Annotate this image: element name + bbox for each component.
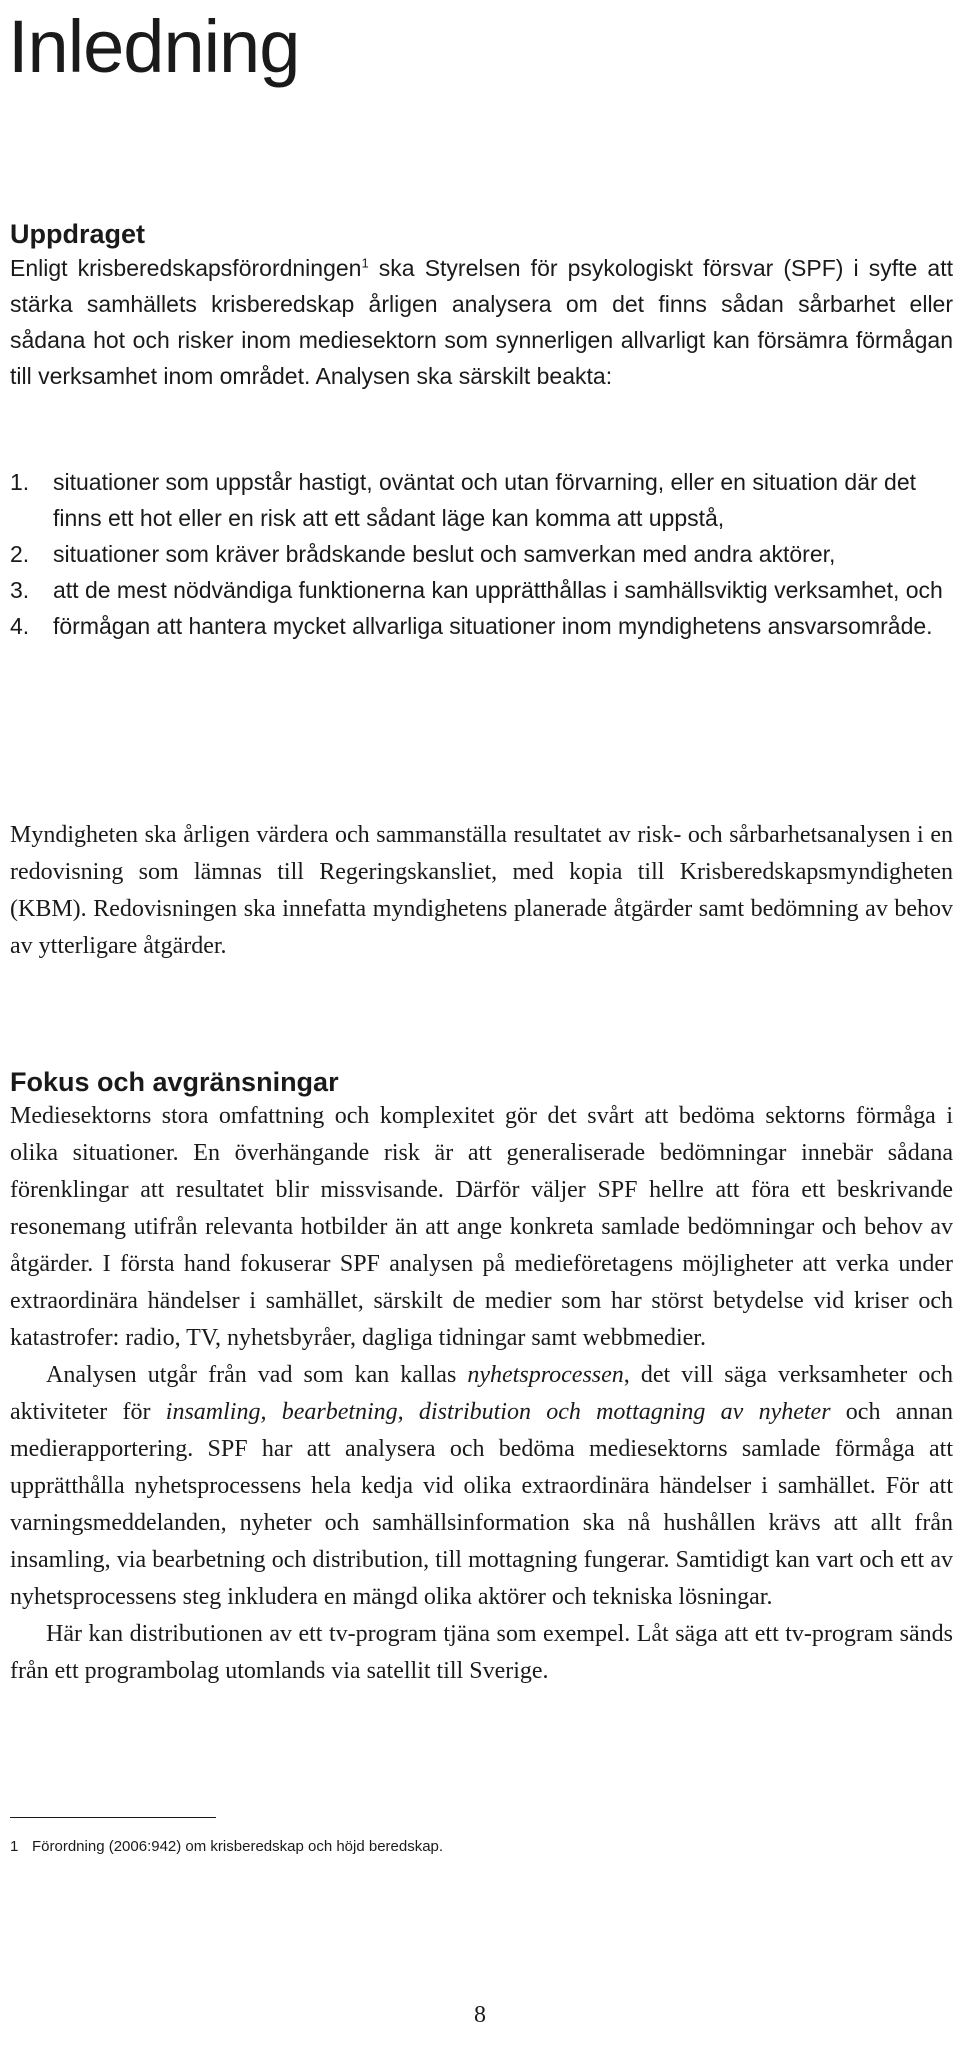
list-item [10, 536, 953, 572]
footnote-number: 1 [10, 1838, 19, 1855]
footnote-divider [10, 1817, 216, 1818]
list-item [10, 464, 953, 536]
list-item-number: 2. [10, 541, 30, 567]
footnote-reference: 1 [361, 255, 369, 271]
page-title: Inledning [8, 5, 300, 88]
list-item-number: 4. [10, 613, 30, 639]
fokus-paragraph-2 [10, 1357, 953, 1616]
list-item-text: situationer som kräver brådskande beslut och samverkan med andra aktörer, [53, 541, 836, 567]
fokus-paragraph-3: Här kan distributionen av ett tv-program tjäna som exempel. Låt säga att ett tv-program sänds från ett programbolag utomlands via satellit till Sverige. [10, 1621, 953, 1684]
para2-text-a: Analysen utgår från vad som kan kallas [46, 1362, 468, 1388]
intro-text-part1: Enligt krisberedskapsförordningen [10, 255, 362, 281]
para2-emphasis-steps: insamling, bearbetning, distribution och mottagning av nyheter [165, 1399, 831, 1425]
fokus-paragraph-1: Mediesektorns stora omfattning och komplexitet gör det svårt att bedöma sektorns förmåga i olika situationer. En överhängande risk är att generaliserade bedömningar innebär sådana förenklingar att resultatet blir missvisande. Därför väljer SPF hellre att föra ett beskrivande resonemang utifrån relevanta hotbilder än att ange konkreta samlade bedömningar och behov av åtgärder. I första hand fokuserar SPF analysen på medieföretagens möjligheter att verka under extraordinära händelser i samhället, särskilt de medier som har störst betydelse vid kriser och katastrofer: radio, TV, nyhetsbyråer, dagliga tidningar samt webbmedier. [10, 1103, 953, 1351]
list-item-text: situationer som uppstår hastigt, oväntat och utan förvarning, eller en situation där det finns ett hot eller en risk att ett sådant läge kan komma att uppstå, [53, 469, 917, 531]
list-item-number: 1. [10, 469, 30, 495]
uppdraget-intro [10, 250, 953, 394]
page-number: 8 [474, 2002, 486, 2028]
list-item [10, 608, 953, 644]
para2-text-c: och annan medierapportering. SPF har att analysera och bedöma mediesektorns samlade förmåga att upprätthålla nyhetsprocessens hela kedja vid olika extraordinära händelser i samhället. För att varningsmeddelanden, nyheter och samhällsinformation ska nå hushållen krävs att allt från insamling, via bearbetning och distribution, till mottagning fungerar. Samtidigt kan vart och ett av nyhetsprocessens steg inkludera en mängd olika aktörer och tekniska lösningar. [10, 1399, 953, 1610]
intro-text-part2: ska Styrelsen för psykologiskt försvar (SPF) i syfte att stärka samhällets krisberedskap årligen analysera om det finns sådan sårbarhet eller sådana hot och risker inom mediesektorn som synnerligen allvarligt kan försämra förmågan till verksamhet inom området. Analysen ska särskilt beakta: [10, 255, 953, 389]
para2-emphasis-nyhetsprocessen: nyhetsprocessen [467, 1362, 624, 1388]
list-item [10, 572, 953, 608]
footnote [10, 1837, 443, 1857]
section-heading-uppdraget: Uppdraget [10, 219, 145, 249]
list-item-number: 3. [10, 577, 30, 603]
section-heading-fokus: Fokus och avgränsningar [10, 1067, 339, 1097]
para2-text-b: , det vill säga verksamheter och aktiviteter för [10, 1362, 954, 1425]
list-item-text: förmågan att hantera mycket allvarliga situationer inom myndighetens ansvarsområde. [53, 613, 933, 639]
fokus-body [10, 1098, 953, 1690]
footnote-text: Förordning (2006:942) om krisberedskap och höjd beredskap. [32, 1838, 444, 1855]
requirements-list [10, 464, 953, 644]
list-item-text: att de mest nödvändiga funktionerna kan upprätthållas i samhällsviktig verksamhet, och [53, 577, 943, 603]
uppdraget-closing-paragraph: Myndigheten ska årligen värdera och sammanställa resultatet av risk- och sårbarhetsanalysen i en redovisning som lämnas till Regeringskansliet, med kopia till Krisberedskapsmyndigheten (KBM). Redovisningen ska innefatta myndighetens planerade åtgärder samt bedömning av behov av ytterligare åtgärder. [10, 822, 953, 959]
